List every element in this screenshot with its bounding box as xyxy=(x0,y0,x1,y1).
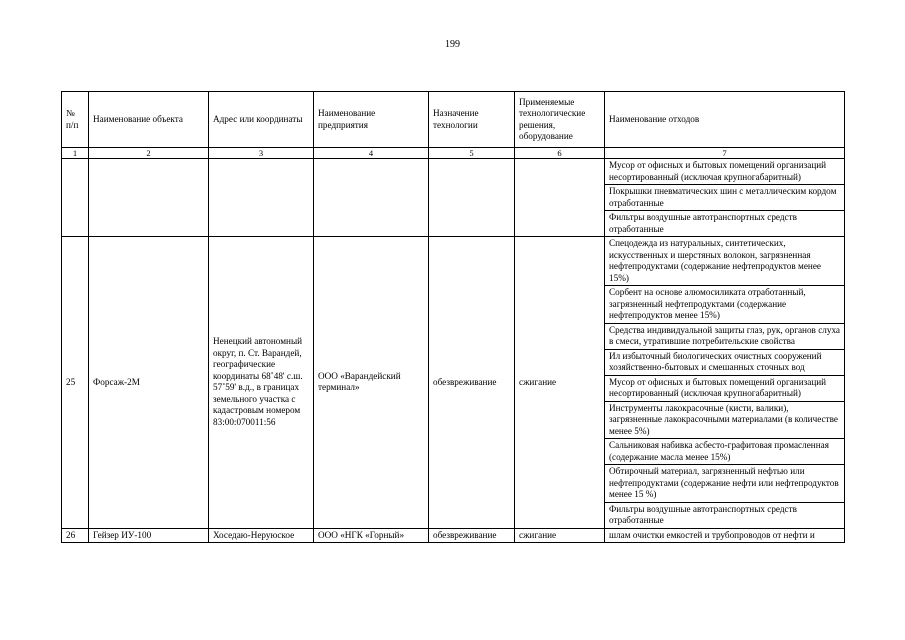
header-purpose: Назначение технологии xyxy=(429,92,515,148)
object-name: Форсаж-2М xyxy=(89,237,209,529)
header-num: № п/п xyxy=(62,92,89,148)
header-waste: Наименование отходов xyxy=(605,92,845,148)
waste-item: Ил избыточный биологических очистных сооружений хозяйственно-бытовых и смешанных сточных вод xyxy=(605,349,845,375)
row-number: 25 xyxy=(62,237,89,529)
waste-item: Сальниковая набивка асбесто-графитовая промасленная (содержание масла менее 15%) xyxy=(605,439,845,465)
company-name: ООО «НГК «Горный» xyxy=(314,528,429,543)
waste-facilities-table xyxy=(61,91,845,543)
row-number: 26 xyxy=(62,528,89,543)
header-company: Наименование предприятия xyxy=(314,92,429,148)
technology-solution: сжигание xyxy=(515,528,605,543)
waste-item: Мусор от офисных и бытовых помещений организаций несортированный (исключая крупногабаритный) xyxy=(605,159,845,185)
empty-cell xyxy=(89,159,209,237)
waste-item: Сорбент на основе алюмосиликата отработанный, загрязненный нефтепродуктами (содержание нефтепродуктов менее 15%) xyxy=(605,286,845,324)
waste-item: Мусор от офисных и бытовых помещений организаций несортированный (исключая крупногабаритный) xyxy=(605,375,845,401)
empty-cell xyxy=(429,159,515,237)
header-row xyxy=(62,92,845,148)
company-name: ООО «Варандейский терминал» xyxy=(314,237,429,529)
table-row xyxy=(62,237,845,286)
technology-solution: сжигание xyxy=(515,237,605,529)
column-number: 1 xyxy=(62,148,89,159)
object-name: Гейзер ИУ-100 xyxy=(89,528,209,543)
column-number: 7 xyxy=(605,148,845,159)
waste-item: шлам очистки емкостей и трубопроводов от нефти и xyxy=(605,528,845,543)
header-solution: Применяемые технологические решения, оборудование xyxy=(515,92,605,148)
header-object: Наименование объекта xyxy=(89,92,209,148)
column-number: 6 xyxy=(515,148,605,159)
waste-item: Покрышки пневматических шин с металлическим кордом отработанные xyxy=(605,185,845,211)
object-address: Ненецкий автономный округ, п. Ст. Варандей, географические координаты 68˚48' с.ш. 57˚59' в.д., в границах земельного участка с кадастровым номером 83:00:070011:56 xyxy=(209,237,314,529)
technology-purpose: обезвреживание xyxy=(429,528,515,543)
waste-item: Инструменты лакокрасочные (кисти, валики), загрязненные лакокрасочными материалами (в количестве менее 5%) xyxy=(605,401,845,439)
column-number: 5 xyxy=(429,148,515,159)
empty-cell xyxy=(314,159,429,237)
table-row xyxy=(62,159,845,185)
object-address: Хоседаю-Неруюское xyxy=(209,528,314,543)
waste-item: Спецодежда из натуральных, синтетических, искусственных и шерстяных волокон, загрязненная нефтепродуктами (содержание нефтепродуктов менее 15%) xyxy=(605,237,845,286)
table-row xyxy=(62,528,845,543)
header-address: Адрес или координаты xyxy=(209,92,314,148)
column-number: 4 xyxy=(314,148,429,159)
waste-item: Обтирочный материал, загрязненный нефтью или нефтепродуктами (содержание нефти или нефтепродуктов менее 15 %) xyxy=(605,465,845,503)
empty-cell xyxy=(209,159,314,237)
column-number: 2 xyxy=(89,148,209,159)
column-number: 3 xyxy=(209,148,314,159)
page-number: 199 xyxy=(445,39,460,50)
waste-item: Фильтры воздушные автотранспортных средств отработанные xyxy=(605,211,845,237)
waste-item: Средства индивидуальной защиты глаз, рук, органов слуха в смеси, утратившие потребительские свойства xyxy=(605,323,845,349)
column-number-row xyxy=(62,148,845,159)
empty-cell xyxy=(515,159,605,237)
empty-cell xyxy=(62,159,89,237)
technology-purpose: обезвреживание xyxy=(429,237,515,529)
waste-item: Фильтры воздушные автотранспортных средств отработанные xyxy=(605,502,845,528)
